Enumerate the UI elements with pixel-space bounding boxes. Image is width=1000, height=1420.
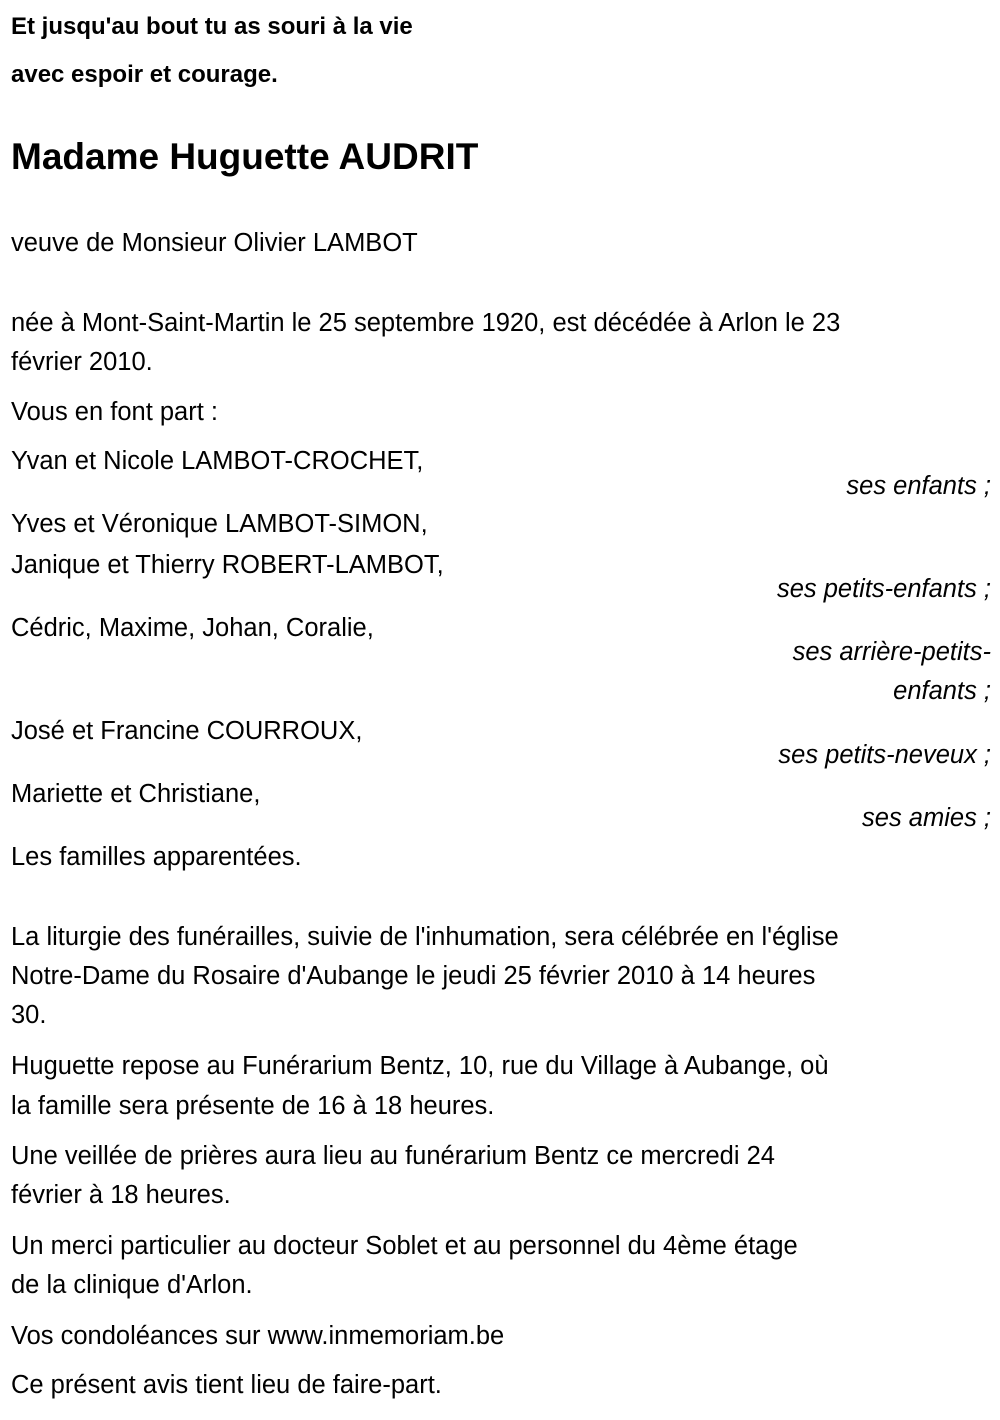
paragraph-line: la famille sera présente de 16 à 18 heures. <box>11 1092 495 1120</box>
family-relation: ses petits-enfants ; <box>776 575 991 603</box>
epigraph-line: avec espoir et courage. <box>11 61 278 88</box>
condolences-line: Vos condoléances sur www.inmemoriam.be <box>11 1322 505 1350</box>
paragraph-line: février à 18 heures. <box>11 1181 231 1209</box>
paragraph-line: Notre-Dame du Rosaire d'Aubange le jeudi 25 février 2010 à 14 heures <box>11 962 816 990</box>
family-names: Mariette et Christiane, <box>11 780 261 808</box>
paragraph-line: Un merci particulier au docteur Soblet et au personnel du 4ème étage <box>11 1232 798 1260</box>
family-relation: ses arrière-petits- <box>792 638 991 666</box>
birth-death-line: née à Mont-Saint-Martin le 25 septembre 1920, est décédée à Arlon le 23 <box>11 309 841 337</box>
family-names: José et Francine COURROUX, <box>11 717 363 745</box>
paragraph-line: Ce présent avis tient lieu de faire-part. <box>11 1371 442 1399</box>
paragraph-line: Une veillée de prières aura lieu au funérarium Bentz ce mercredi 24 <box>11 1142 775 1170</box>
families: Les familles apparentées. <box>11 843 302 871</box>
family-names: Yvan et Nicole LAMBOT-CROCHET, <box>11 447 424 475</box>
page-title: Madame Huguette AUDRIT <box>11 136 479 177</box>
paragraph-line: de la clinique d'Arlon. <box>11 1271 253 1299</box>
announce: Vous en font part : <box>11 398 218 426</box>
family-relation: ses enfants ; <box>846 472 991 500</box>
epigraph-line: Et jusqu'au bout tu as souri à la vie <box>11 13 413 40</box>
paragraph-line: Huguette repose au Funérarium Bentz, 10, rue du Village à Aubange, où <box>11 1052 829 1080</box>
family-names: Janique et Thierry ROBERT-LAMBOT, <box>11 551 444 579</box>
family-relation: ses amies ; <box>862 804 991 832</box>
widow-of: veuve de Monsieur Olivier LAMBOT <box>11 229 418 257</box>
family-names: Cédric, Maxime, Johan, Coralie, <box>11 614 374 642</box>
family-relation: ses petits-neveux ; <box>778 741 991 769</box>
paragraph-line: 30. <box>11 1001 47 1029</box>
family-relation: enfants ; <box>893 677 991 705</box>
birth-death-line: février 2010. <box>11 348 153 376</box>
family-names: Yves et Véronique LAMBOT-SIMON, <box>11 510 428 538</box>
paragraph-line: La liturgie des funérailles, suivie de l'inhumation, sera célébrée en l'église <box>11 923 839 951</box>
